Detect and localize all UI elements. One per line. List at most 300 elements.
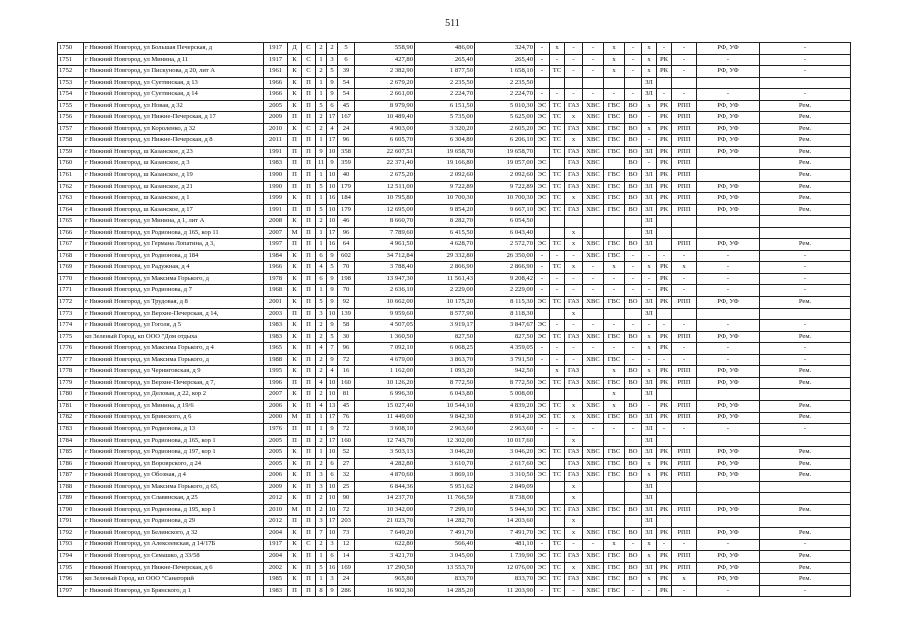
entrances-cell: 2 bbox=[316, 389, 327, 401]
entrances-cell: 2 bbox=[316, 320, 327, 332]
hot-water-cell: ГВС bbox=[604, 562, 625, 574]
heating-cell: ТС bbox=[550, 377, 565, 389]
row-number-cell: 1797 bbox=[58, 585, 84, 597]
repair-facade-cell: РПП bbox=[672, 100, 697, 112]
hot-water-cell bbox=[604, 481, 625, 493]
apartments-cell: 54 bbox=[338, 77, 355, 89]
year-built-cell: 2000 bbox=[264, 412, 288, 424]
table-row bbox=[58, 516, 851, 528]
sewer-cell: ВО bbox=[625, 377, 642, 389]
year-built-cell: 2005 bbox=[264, 100, 288, 112]
hot-water-cell bbox=[604, 493, 625, 505]
table-row bbox=[58, 43, 851, 55]
hot-water-cell: ГВС bbox=[604, 504, 625, 516]
address-cell: г Нижний Новгород, ул Суетинская, д 14 bbox=[84, 89, 264, 101]
table-row bbox=[58, 100, 851, 112]
heating-cell: ТС bbox=[550, 331, 565, 343]
table-row bbox=[58, 66, 851, 78]
gas-cell: х bbox=[565, 435, 583, 447]
year-built-cell: 1990 bbox=[264, 181, 288, 193]
row-number-cell: 1781 bbox=[58, 400, 84, 412]
gas-cell: ГАЗ bbox=[565, 458, 583, 470]
private-area-cell: 2 092,60 bbox=[475, 170, 535, 182]
cold-water-cell: ХВС bbox=[583, 331, 604, 343]
repair-facade-cell: - bbox=[672, 66, 697, 78]
year-built-cell: 1996 bbox=[264, 377, 288, 389]
floors-cell: 7 bbox=[327, 343, 338, 355]
table-row bbox=[58, 343, 851, 355]
apartments-cell: 602 bbox=[338, 250, 355, 262]
repair-facade-cell: - bbox=[672, 354, 697, 366]
heating-cell: - bbox=[550, 354, 565, 366]
repair-roof-cell: - bbox=[657, 43, 672, 55]
table-row bbox=[58, 527, 851, 539]
living-area-cell: 11 766,59 bbox=[415, 493, 475, 505]
living-area-cell: 2 963,60 bbox=[415, 424, 475, 436]
row-number-cell: 1752 bbox=[58, 66, 84, 78]
total-area-cell: 8 979,90 bbox=[355, 100, 415, 112]
repair-facade-cell: РПП bbox=[672, 447, 697, 459]
apartments-cell: 179 bbox=[338, 204, 355, 216]
apartments-cell: 5 bbox=[338, 43, 355, 55]
gas-cell: - bbox=[565, 54, 583, 66]
cold-water-cell bbox=[583, 389, 604, 401]
wall-material-cell: К bbox=[288, 250, 302, 262]
hot-water-cell: ГВС bbox=[604, 551, 625, 563]
table-row bbox=[58, 377, 851, 389]
repair-roof-cell: РК bbox=[657, 377, 672, 389]
repair-foundation-cell: - bbox=[697, 539, 760, 551]
private-area-cell: 1 658,10 bbox=[475, 66, 535, 78]
wall-material-cell: К bbox=[288, 470, 302, 482]
repair-note-cell: Рем. bbox=[760, 135, 851, 147]
address-cell: г Нижний Новгород, ул Германа Лопатина, д 3, bbox=[84, 239, 264, 251]
wall-material-cell: К bbox=[288, 354, 302, 366]
year-built-cell: 2009 bbox=[264, 112, 288, 124]
sewer-cell: - bbox=[625, 43, 642, 55]
row-number-cell: 1759 bbox=[58, 146, 84, 158]
apartments-cell: 14 bbox=[338, 551, 355, 563]
power-cell: ЭС bbox=[535, 331, 550, 343]
total-area-cell: 7 092,10 bbox=[355, 343, 415, 355]
repair-note-cell bbox=[760, 227, 851, 239]
row-number-cell: 1756 bbox=[58, 112, 84, 124]
total-area-cell: 14 237,70 bbox=[355, 493, 415, 505]
cold-water-cell bbox=[583, 77, 604, 89]
hot-water-cell: - bbox=[604, 424, 625, 436]
roof-material-cell: П bbox=[302, 297, 316, 309]
year-built-cell: 2005 bbox=[264, 435, 288, 447]
entrances-cell: 1 bbox=[316, 193, 327, 205]
hot-water-cell: ГВС bbox=[604, 112, 625, 124]
apartments-cell: 6 bbox=[338, 54, 355, 66]
floors-cell: 16 bbox=[327, 562, 338, 574]
roof-material-cell: П bbox=[302, 366, 316, 378]
entrances-cell: 3 bbox=[316, 516, 327, 528]
gas-cell: х bbox=[565, 481, 583, 493]
wall-material-cell: К bbox=[288, 562, 302, 574]
row-number-cell: 1790 bbox=[58, 504, 84, 516]
cold-water-cell: ХВС bbox=[583, 458, 604, 470]
cold-water-cell: ХВС bbox=[583, 204, 604, 216]
address-cell: г Нижний Новгород, ул Минина, д 11 bbox=[84, 54, 264, 66]
repair-note-cell: Рем. bbox=[760, 366, 851, 378]
hot-water-cell bbox=[604, 216, 625, 228]
table-row bbox=[58, 435, 851, 447]
repair-foundation-cell: РФ, УФ bbox=[697, 135, 760, 147]
cold-water-cell: - bbox=[583, 320, 604, 332]
apartments-cell: 92 bbox=[338, 297, 355, 309]
year-built-cell: 2005 bbox=[264, 447, 288, 459]
year-built-cell: 1983 bbox=[264, 331, 288, 343]
private-area-cell: 2 235,50 bbox=[475, 77, 535, 89]
sewer-cell: - bbox=[625, 250, 642, 262]
row-number-cell: 1776 bbox=[58, 343, 84, 355]
total-area-cell: 4 679,00 bbox=[355, 354, 415, 366]
gas-cell: - bbox=[565, 320, 583, 332]
gas-cell: - bbox=[565, 424, 583, 436]
repair-foundation-cell: - bbox=[697, 54, 760, 66]
garbage-chute-cell: ЗЛ bbox=[642, 204, 657, 216]
floors-cell: 2 bbox=[327, 43, 338, 55]
repair-facade-cell: РПП bbox=[672, 377, 697, 389]
gas-cell: ГАЗ bbox=[565, 100, 583, 112]
garbage-chute-cell: ЗЛ bbox=[642, 193, 657, 205]
wall-material-cell: П bbox=[288, 112, 302, 124]
repair-roof-cell: РК bbox=[657, 181, 672, 193]
repair-foundation-cell bbox=[697, 308, 760, 320]
hot-water-cell: х bbox=[604, 43, 625, 55]
table-row bbox=[58, 250, 851, 262]
table-row bbox=[58, 89, 851, 101]
hot-water-cell: ГВС bbox=[604, 470, 625, 482]
repair-roof-cell: РК bbox=[657, 146, 672, 158]
wall-material-cell: К bbox=[288, 100, 302, 112]
sewer-cell bbox=[625, 389, 642, 401]
repair-roof-cell: РК bbox=[657, 551, 672, 563]
gas-cell: ГАЗ bbox=[565, 181, 583, 193]
sewer-cell bbox=[625, 216, 642, 228]
entrances-cell: 2 bbox=[316, 435, 327, 447]
gas-cell: х bbox=[565, 493, 583, 505]
year-built-cell: 1983 bbox=[264, 585, 288, 597]
repair-facade-cell: - bbox=[672, 585, 697, 597]
gas-cell: х bbox=[565, 112, 583, 124]
cold-water-cell: ХВС bbox=[583, 504, 604, 516]
floors-cell: 10 bbox=[327, 146, 338, 158]
table-row bbox=[58, 412, 851, 424]
private-area-cell: 6 206,10 bbox=[475, 135, 535, 147]
entrances-cell: 1 bbox=[316, 412, 327, 424]
hot-water-cell: ГВС bbox=[604, 181, 625, 193]
cold-water-cell: - bbox=[583, 424, 604, 436]
table-row bbox=[58, 146, 851, 158]
hot-water-cell: - bbox=[604, 285, 625, 297]
garbage-chute-cell: ЗЛ bbox=[642, 227, 657, 239]
entrances-cell: 1 bbox=[316, 285, 327, 297]
total-area-cell: 7 649,20 bbox=[355, 527, 415, 539]
table-row bbox=[58, 562, 851, 574]
heating-cell bbox=[550, 216, 565, 228]
total-area-cell: 4 870,60 bbox=[355, 470, 415, 482]
total-area-cell: 3 608,10 bbox=[355, 424, 415, 436]
cold-water-cell: ХВС bbox=[583, 574, 604, 586]
repair-note-cell: Рем. bbox=[760, 146, 851, 158]
repair-foundation-cell: РФ, УФ bbox=[697, 66, 760, 78]
row-number-cell: 1796 bbox=[58, 574, 84, 586]
hot-water-cell: ГВС bbox=[604, 331, 625, 343]
garbage-chute-cell: х bbox=[642, 470, 657, 482]
garbage-chute-cell: х bbox=[642, 574, 657, 586]
row-number-cell: 1757 bbox=[58, 123, 84, 135]
garbage-chute-cell: ЗЛ bbox=[642, 389, 657, 401]
private-area-cell: 14 203,60 bbox=[475, 516, 535, 528]
private-area-cell: 8 738,00 bbox=[475, 493, 535, 505]
year-built-cell: 1990 bbox=[264, 170, 288, 182]
garbage-chute-cell: - bbox=[642, 585, 657, 597]
hot-water-cell: ГВС bbox=[604, 297, 625, 309]
repair-facade-cell: РПП bbox=[672, 412, 697, 424]
wall-material-cell: П bbox=[288, 158, 302, 170]
wall-material-cell: К bbox=[288, 66, 302, 78]
roof-material-cell: П bbox=[302, 562, 316, 574]
repair-foundation-cell: РФ, УФ bbox=[697, 239, 760, 251]
repair-facade-cell bbox=[672, 216, 697, 228]
hot-water-cell bbox=[604, 516, 625, 528]
wall-material-cell: К bbox=[288, 54, 302, 66]
cold-water-cell: - bbox=[583, 539, 604, 551]
repair-facade-cell: х bbox=[672, 262, 697, 274]
garbage-chute-cell: х bbox=[642, 54, 657, 66]
repair-facade-cell bbox=[672, 77, 697, 89]
hot-water-cell bbox=[604, 158, 625, 170]
floors-cell: 10 bbox=[327, 481, 338, 493]
garbage-chute-cell: ЗЛ bbox=[642, 308, 657, 320]
table-row bbox=[58, 239, 851, 251]
repair-note-cell bbox=[760, 77, 851, 89]
heating-cell: - bbox=[550, 250, 565, 262]
heating-cell: - bbox=[550, 285, 565, 297]
repair-note-cell bbox=[760, 308, 851, 320]
garbage-chute-cell: - bbox=[642, 158, 657, 170]
cold-water-cell: - bbox=[583, 54, 604, 66]
sewer-cell: ВО bbox=[625, 366, 642, 378]
garbage-chute-cell: - bbox=[642, 354, 657, 366]
living-area-cell: 833,70 bbox=[415, 574, 475, 586]
living-area-cell: 9 842,30 bbox=[415, 412, 475, 424]
row-number-cell: 1773 bbox=[58, 308, 84, 320]
sewer-cell: - bbox=[625, 54, 642, 66]
apartments-cell: 160 bbox=[338, 435, 355, 447]
year-built-cell: 1917 bbox=[264, 43, 288, 55]
roof-material-cell: П bbox=[302, 250, 316, 262]
roof-material-cell: С bbox=[302, 123, 316, 135]
gas-cell: - bbox=[565, 343, 583, 355]
gas-cell: - bbox=[565, 539, 583, 551]
apartments-cell: 90 bbox=[338, 493, 355, 505]
power-cell: ЭС bbox=[535, 204, 550, 216]
entrances-cell: 2 bbox=[316, 123, 327, 135]
address-cell: г Нижний Новгород, ул Родионова, д 197, кор 1 bbox=[84, 447, 264, 459]
private-area-cell: 3 791,50 bbox=[475, 354, 535, 366]
floors-cell: 9 bbox=[327, 297, 338, 309]
total-area-cell: 22 607,51 bbox=[355, 146, 415, 158]
table-row bbox=[58, 481, 851, 493]
floors-cell: 4 bbox=[327, 123, 338, 135]
power-cell: - bbox=[535, 424, 550, 436]
repair-roof-cell bbox=[657, 227, 672, 239]
floors-cell: 9 bbox=[327, 89, 338, 101]
repair-roof-cell: РК bbox=[657, 574, 672, 586]
row-number-cell: 1761 bbox=[58, 170, 84, 182]
gas-cell: - bbox=[565, 66, 583, 78]
living-area-cell: 14 282,70 bbox=[415, 516, 475, 528]
repair-foundation-cell: РФ, УФ bbox=[697, 551, 760, 563]
repair-foundation-cell bbox=[697, 435, 760, 447]
table-row bbox=[58, 204, 851, 216]
heating-cell: ТС bbox=[550, 170, 565, 182]
repair-roof-cell: РК bbox=[657, 331, 672, 343]
apartments-cell: 203 bbox=[338, 516, 355, 528]
wall-material-cell: К bbox=[288, 481, 302, 493]
heating-cell: - bbox=[550, 424, 565, 436]
hot-water-cell: ГВС bbox=[604, 447, 625, 459]
row-number-cell: 1774 bbox=[58, 320, 84, 332]
repair-note-cell: - bbox=[760, 54, 851, 66]
private-area-cell: 481,10 bbox=[475, 539, 535, 551]
table-row bbox=[58, 389, 851, 401]
entrances-cell: 7 bbox=[316, 527, 327, 539]
total-area-cell: 8 660,70 bbox=[355, 216, 415, 228]
power-cell: ЭС bbox=[535, 297, 550, 309]
power-cell: ЭС bbox=[535, 504, 550, 516]
total-area-cell: 2 675,20 bbox=[355, 170, 415, 182]
entrances-cell: 3 bbox=[316, 481, 327, 493]
row-number-cell: 1780 bbox=[58, 389, 84, 401]
address-cell: г Нижний Новгород, ул Нижне-Печерская, д 6 bbox=[84, 562, 264, 574]
year-built-cell: 1966 bbox=[264, 77, 288, 89]
gas-cell: - bbox=[565, 250, 583, 262]
cold-water-cell: ХВС bbox=[583, 123, 604, 135]
repair-foundation-cell: РФ, УФ bbox=[697, 112, 760, 124]
living-area-cell: 6 304,80 bbox=[415, 135, 475, 147]
row-number-cell: 1786 bbox=[58, 458, 84, 470]
living-area-cell: 827,50 bbox=[415, 331, 475, 343]
garbage-chute-cell: ЗЛ bbox=[642, 89, 657, 101]
total-area-cell: 16 902,30 bbox=[355, 585, 415, 597]
garbage-chute-cell: ЗЛ bbox=[642, 504, 657, 516]
repair-foundation-cell: РФ, УФ bbox=[697, 527, 760, 539]
power-cell: ЭС bbox=[535, 400, 550, 412]
apartments-cell: 167 bbox=[338, 112, 355, 124]
repair-facade-cell: х bbox=[672, 574, 697, 586]
garbage-chute-cell: ЗЛ bbox=[642, 181, 657, 193]
repair-roof-cell: РК bbox=[657, 170, 672, 182]
roof-material-cell: П bbox=[302, 458, 316, 470]
repair-note-cell: Рем. bbox=[760, 170, 851, 182]
garbage-chute-cell: ЗЛ bbox=[642, 146, 657, 158]
repair-foundation-cell: РФ, УФ bbox=[697, 297, 760, 309]
apartments-cell: 72 bbox=[338, 504, 355, 516]
private-area-cell: 5 625,00 bbox=[475, 112, 535, 124]
floors-cell: 6 bbox=[327, 470, 338, 482]
entrances-cell: 6 bbox=[316, 250, 327, 262]
floors-cell: 4 bbox=[327, 366, 338, 378]
floors-cell: 9 bbox=[327, 273, 338, 285]
entrances-cell: 2 bbox=[316, 43, 327, 55]
heating-cell: ТС bbox=[550, 412, 565, 424]
table-row bbox=[58, 123, 851, 135]
repair-foundation-cell bbox=[697, 493, 760, 505]
repair-foundation-cell: РФ, УФ bbox=[697, 447, 760, 459]
wall-material-cell: П bbox=[288, 308, 302, 320]
repair-foundation-cell: РФ, УФ bbox=[697, 181, 760, 193]
gas-cell: - bbox=[565, 354, 583, 366]
heating-cell: ТС bbox=[550, 100, 565, 112]
table-row bbox=[58, 504, 851, 516]
sewer-cell: - bbox=[625, 89, 642, 101]
roof-material-cell: П bbox=[302, 285, 316, 297]
floors-cell: 5 bbox=[327, 66, 338, 78]
roof-material-cell: П bbox=[302, 435, 316, 447]
entrances-cell: 3 bbox=[316, 308, 327, 320]
wall-material-cell: К bbox=[288, 297, 302, 309]
repair-foundation-cell: - bbox=[697, 320, 760, 332]
gas-cell: ГАЗ bbox=[565, 551, 583, 563]
repair-facade-cell: - bbox=[672, 285, 697, 297]
floors-cell: 9 bbox=[327, 424, 338, 436]
floors-cell: 17 bbox=[327, 112, 338, 124]
gas-cell: ГАЗ bbox=[565, 146, 583, 158]
power-cell: - bbox=[535, 66, 550, 78]
table-row bbox=[58, 193, 851, 205]
entrances-cell: 2 bbox=[316, 216, 327, 228]
address-cell: г Нижний Новгород, ул Суетинская, д 13 bbox=[84, 77, 264, 89]
year-built-cell: 2012 bbox=[264, 516, 288, 528]
year-built-cell: 2005 bbox=[264, 458, 288, 470]
heating-cell: ТС bbox=[550, 112, 565, 124]
page-number: 511 bbox=[445, 18, 460, 29]
roof-material-cell: П bbox=[302, 89, 316, 101]
garbage-chute-cell: ЗЛ bbox=[642, 435, 657, 447]
apartments-cell: 30 bbox=[338, 331, 355, 343]
housing-register-table bbox=[57, 42, 851, 597]
year-built-cell: 1995 bbox=[264, 366, 288, 378]
private-area-cell: 12 076,00 bbox=[475, 562, 535, 574]
table-row bbox=[58, 458, 851, 470]
repair-note-cell: Рем. bbox=[760, 562, 851, 574]
entrances-cell: 4 bbox=[316, 343, 327, 355]
garbage-chute-cell: х bbox=[642, 66, 657, 78]
repair-facade-cell bbox=[672, 435, 697, 447]
garbage-chute-cell: х bbox=[642, 366, 657, 378]
entrances-cell: 6 bbox=[316, 273, 327, 285]
living-area-cell: 13 553,70 bbox=[415, 562, 475, 574]
living-area-cell: 7 491,70 bbox=[415, 527, 475, 539]
roof-material-cell: П bbox=[302, 135, 316, 147]
cold-water-cell bbox=[583, 481, 604, 493]
gas-cell: - bbox=[565, 43, 583, 55]
address-cell: г Нижний Новгород, ул Гоголя, д 5 bbox=[84, 320, 264, 332]
private-area-cell: 8 914,20 bbox=[475, 412, 535, 424]
repair-roof-cell bbox=[657, 516, 672, 528]
repair-facade-cell: - bbox=[672, 424, 697, 436]
year-built-cell: 2010 bbox=[264, 504, 288, 516]
cold-water-cell bbox=[583, 435, 604, 447]
repair-foundation-cell: РФ, УФ bbox=[697, 146, 760, 158]
garbage-chute-cell: ЗЛ bbox=[642, 447, 657, 459]
gas-cell: ГАЗ bbox=[565, 377, 583, 389]
